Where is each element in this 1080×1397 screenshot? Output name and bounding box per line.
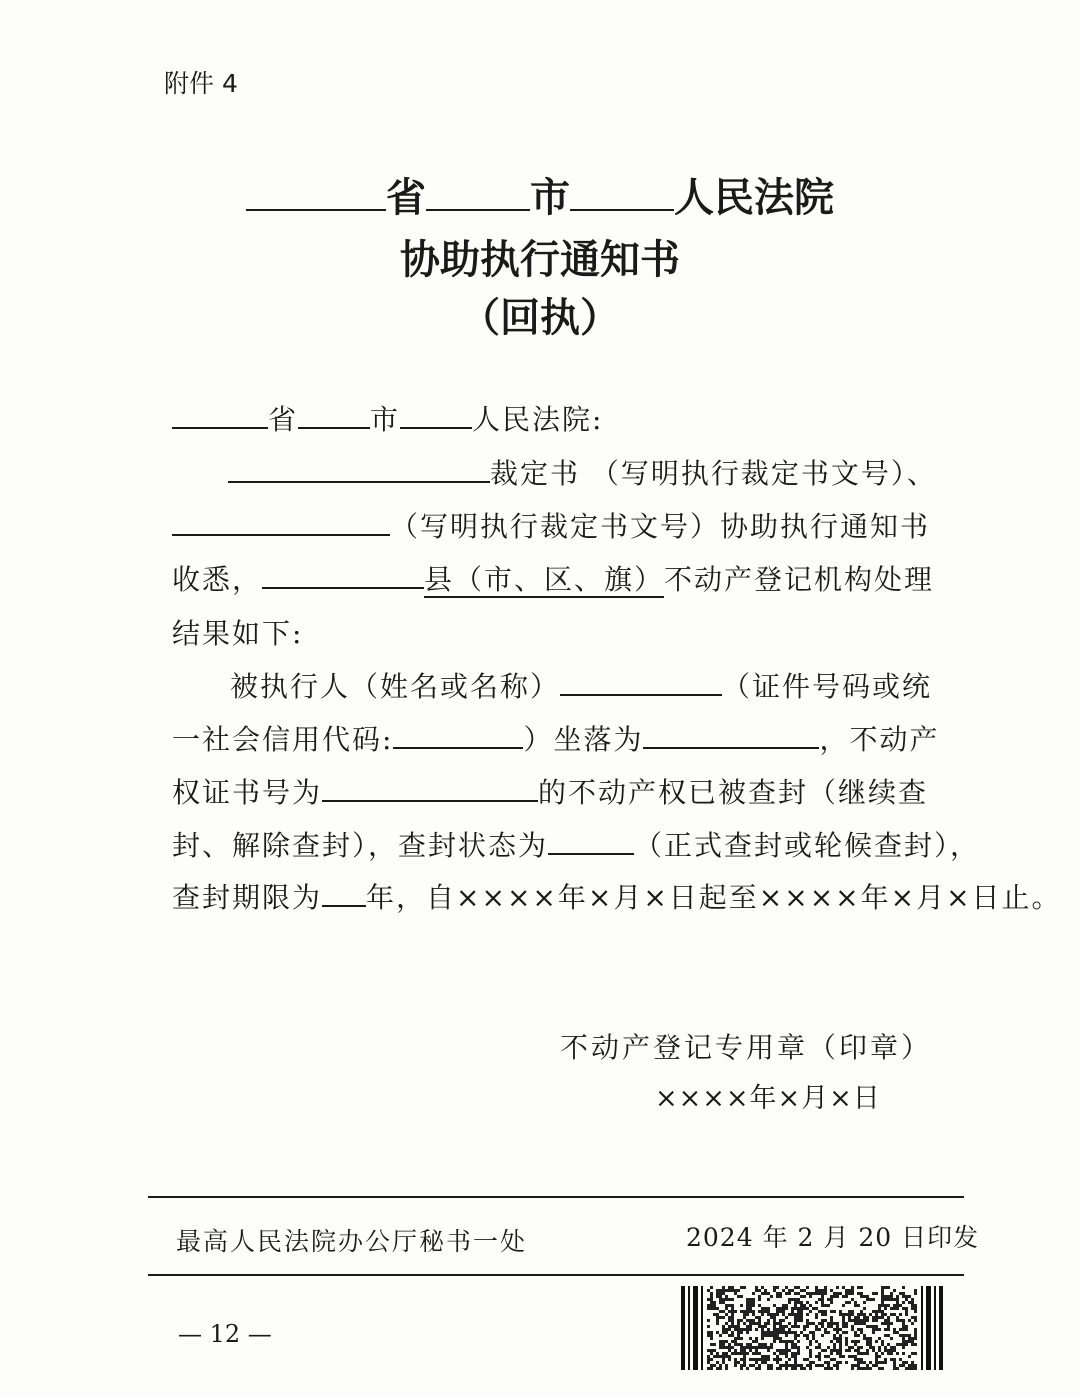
blank [322, 879, 366, 907]
city-blank [426, 175, 530, 211]
body-line-2 [228, 452, 937, 492]
certificate-label: 权证书号为 [172, 776, 323, 809]
blank [548, 827, 634, 855]
attachment-label: 附件 4 [164, 69, 238, 98]
province-blank [246, 175, 386, 211]
seal-type-text: （正式查封或轮候查封）， [634, 829, 981, 862]
blank [262, 561, 424, 589]
issue-date: 2024 年 2 月 20 日印发 [686, 1223, 980, 1252]
barcode-image [681, 1286, 943, 1370]
footer-top-rule [148, 1196, 964, 1198]
body-line-5: 结果如下: [172, 617, 304, 650]
blank [643, 721, 819, 749]
issuer: 最高人民法院办公厅秘书一处 [176, 1227, 528, 1256]
blank [172, 401, 268, 429]
addressee-province: 省 [268, 403, 299, 436]
addressee-court: 人民法院: [472, 403, 604, 436]
page-number: — 12 — [178, 1320, 272, 1348]
footer-bottom-rule [148, 1274, 964, 1276]
county-text: 县（市、区、旗） [424, 563, 665, 596]
body-line-10 [172, 876, 1062, 916]
title-line-2: 协助执行通知书 [400, 236, 680, 283]
blank [172, 508, 390, 536]
title-court: 人民法院 [674, 174, 834, 221]
sealed-text: 的不动产权已被查封（继续查 [538, 776, 929, 809]
executee-label: 被执行人（姓名或名称） [230, 670, 561, 703]
addressee-city: 市 [370, 403, 401, 436]
title-line-3: （回执） [460, 294, 620, 341]
seal-period-text: 年，自××××年×月×日起至××××年×月×日止。 [366, 881, 1062, 914]
blank [228, 455, 490, 483]
ruling-text: 裁定书 （写明执行裁定书文号）、 [490, 457, 937, 490]
title-line-1 [0, 166, 1080, 223]
registry-text: 不动产登记机构处理 [664, 563, 935, 596]
body-line-8 [172, 771, 928, 811]
blank [400, 401, 472, 429]
received-text: 收悉， [172, 563, 263, 596]
body-line-3 [172, 505, 930, 545]
property-label: ，不动产 [819, 723, 940, 756]
notice-text: （写明执行裁定书文号）协助执行通知书 [390, 510, 931, 543]
body-line-7 [172, 718, 939, 758]
credit-code-label: 一社会信用代码: [172, 723, 394, 756]
blank [298, 401, 370, 429]
blank [393, 721, 523, 749]
seal-status-label: 封、解除查封），查封状态为 [172, 829, 549, 862]
addressee-line [172, 398, 603, 438]
body-line-6 [230, 665, 932, 705]
blank [560, 668, 722, 696]
title-province: 省 [386, 174, 426, 221]
seal-label: 不动产登记专用章（印章） [560, 1031, 933, 1064]
location-label: ）坐落为 [523, 723, 644, 756]
body-line-4 [172, 558, 934, 598]
id-label: （证件号码或统 [722, 670, 933, 703]
blank [322, 774, 538, 802]
signature-date: ××××年×月×日 [655, 1083, 881, 1114]
seal-period-label: 查封期限为 [172, 881, 323, 914]
court-blank [570, 175, 674, 211]
title-city: 市 [530, 174, 570, 221]
body-line-9 [172, 824, 980, 864]
